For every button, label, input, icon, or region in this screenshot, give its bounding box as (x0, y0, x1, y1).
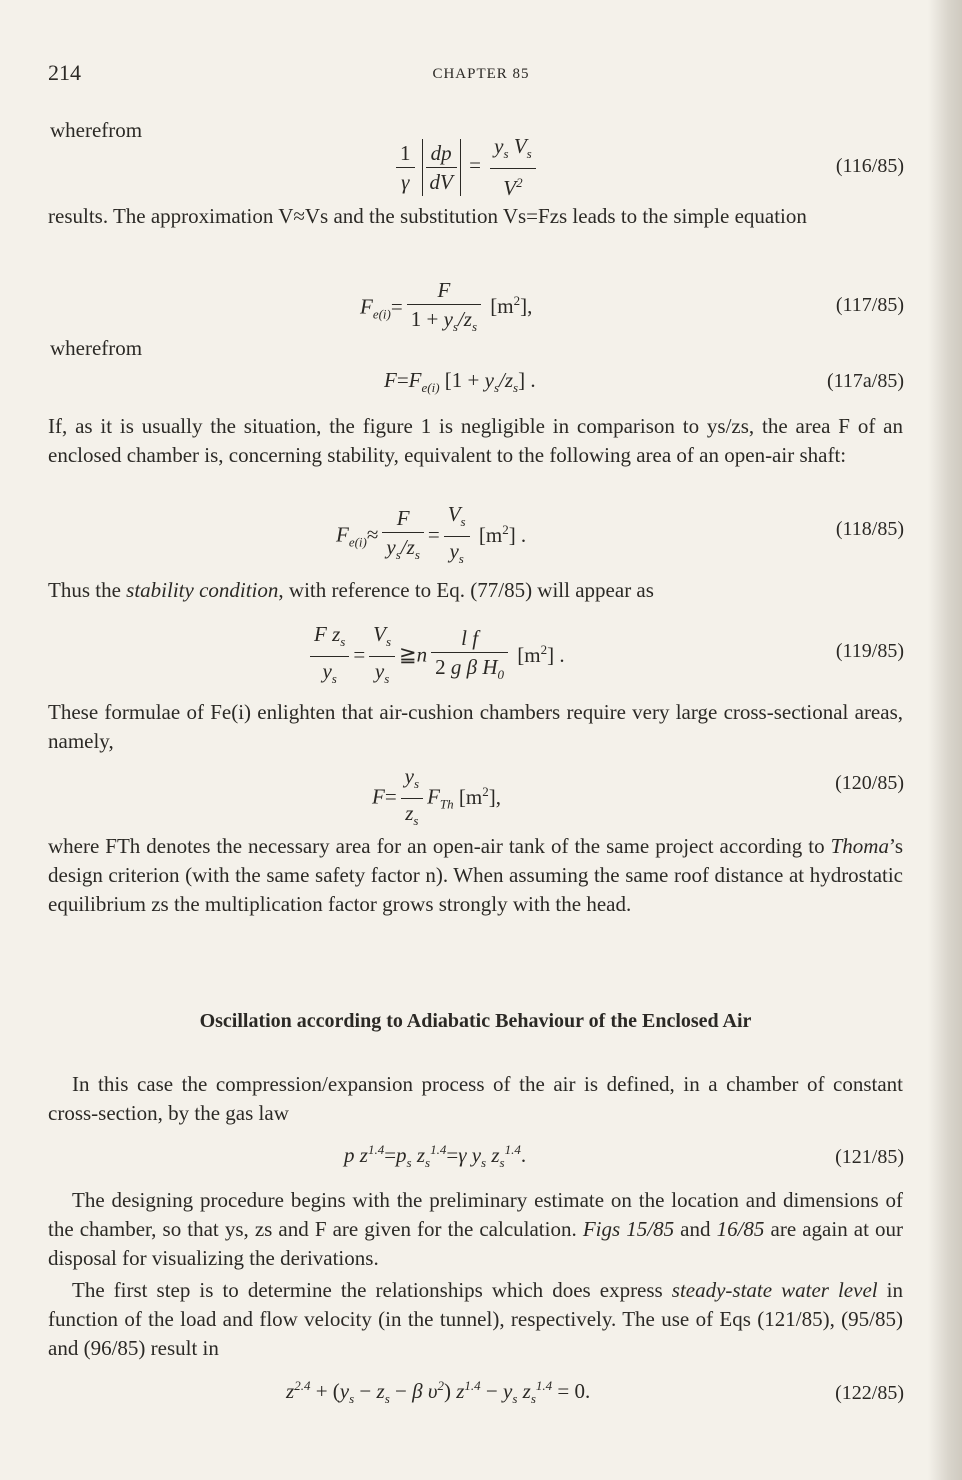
page-edge-shadow (928, 0, 962, 1480)
chapter-title: CHAPTER 85 (432, 66, 530, 82)
paragraph-these: These formulae of Fe(i) enlighten that air-cushion chambers require very large cross-sectional areas, namely, (48, 700, 903, 753)
section-heading: Oscillation according to Adiabatic Behaviour of the Enclosed Air (199, 1010, 752, 1032)
paragraph-first-step: The first step is to determine the relationships which does express steady-state water level in function of the load and flow velocity (in the tunnel), respectively. The use of Eqs (121/85), (95/85) and (96/85) result in (48, 1278, 903, 1360)
equation-number-119: (119/85) (835, 640, 904, 662)
equation-number-116: (116/85) (835, 155, 904, 177)
equation-117: $F_{e(i)}=$ $\frac{F}{1 + y_s/z_s}$ $[m^2]$, (360, 278, 533, 335)
equation-number-120: (120/85) (835, 772, 904, 794)
equation-121: p $z^{1.4}=p_s$ $z_s^{1.4}=\gamma$ $y_s$ $z_s^{1.4}$. (344, 1142, 527, 1171)
paragraph-where: where FTh denotes the necessary area for an open-air tank of the same project according to Thoma’s design criterion (with the same safety factor n). When assuming the same roof distance at hydrostatic equilibrium zs the multiplication factor grows strongly with the head. (48, 834, 903, 916)
paragraph-results: results. The approximation V≈Vs and the substitution Vs=Fzs leads to the simple equation (48, 204, 807, 228)
equation-number-117: (117/85) (835, 294, 904, 316)
equation-number-118: (118/85) (835, 518, 904, 540)
equation-118: $F_{e(i)}\approx$ $\frac{F}{y_s/z_s}$ = $\frac{V_s}{y_s}$ $[m^2]$ . (336, 502, 527, 567)
equation-120: F= $\frac{y_s}{z_s}$ $F_{Th}$ $[m^2]$, (372, 764, 501, 829)
paragraph-if: If, as it is usually the situation, the figure 1 is negligible in comparison to ys/zs, the area F of an enclosed chamber is, concerning stability, equivalent to the following area of an open-air shaft: (48, 414, 903, 467)
equation-117a: $F=F_{e(i)}$ $[1 + y_s/z_s]$ . (384, 368, 536, 396)
page-header (48, 60, 914, 90)
label-wherefrom-2: wherefrom (50, 336, 143, 360)
equation-116: $\frac{1}{\gamma}$ $\frac{dp}{dV}$ = $\frac{y_s V_s}{V^2}$ (392, 132, 540, 202)
label-wherefrom: wherefrom (50, 118, 143, 142)
paragraph-design: The designing procedure begins with the preliminary estimate on the location and dimensions of the chamber, so that ys, zs and F are given for the calculation. Figs 15/85 and 16/85 are again at our disposal for visualizing the derivations. (48, 1188, 904, 1270)
paragraph-case: In this case the compression/expansion process of the air is defined, in a chamber of constant cross-section, by the gas law (48, 1072, 903, 1125)
page-number: 214 (48, 60, 81, 85)
equation-number-121: (121/85) (835, 1146, 904, 1168)
equation-122: $z^{2.4} + (y_s - z_s - \beta$ $\upsilon^2$) $z^{1.4} - y_s$ $z_s^{1.4} = 0$. (286, 1378, 591, 1407)
equation-number-117a: (117a/85) (826, 370, 904, 392)
paragraph-thus: Thus the stability condition, with reference to Eq. (77/85) will appear as (48, 578, 654, 602)
equation-number-122: (122/85) (835, 1382, 904, 1404)
equation-119: $\frac{F z_s}{y_s}$ = $\frac{V_s}{y_s}$ ≧n $\frac{\text{l f}}{2 g \beta H_0}$ $[m^2]$ . (306, 620, 565, 693)
